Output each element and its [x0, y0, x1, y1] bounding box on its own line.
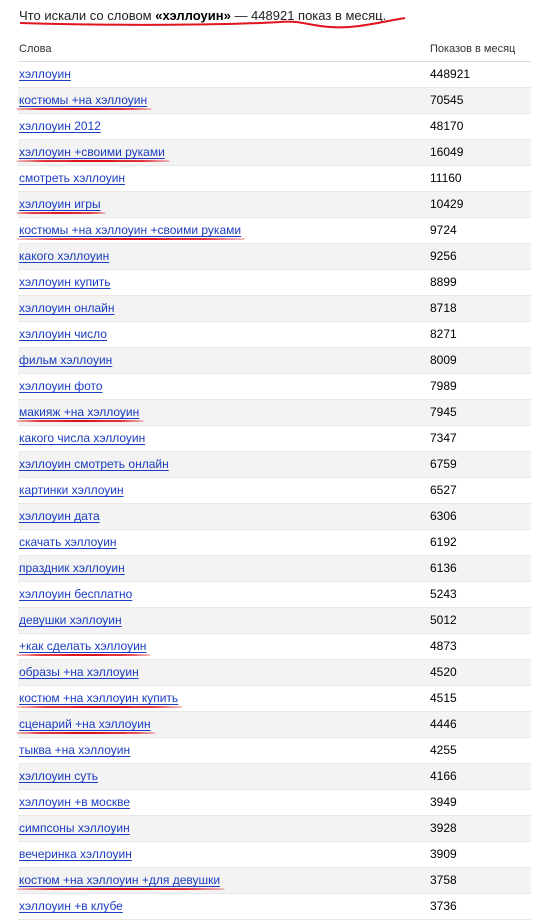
impression-count: 4520: [430, 665, 457, 679]
keyword-table: [18, 62, 531, 920]
impression-count: 4873: [430, 639, 457, 653]
impression-count: 448921: [430, 67, 471, 81]
table-row: [18, 530, 531, 556]
red-underline-mark: [16, 238, 246, 240]
table-row: [18, 504, 531, 530]
table-row: [18, 218, 531, 244]
page-title: [19, 8, 386, 23]
table-row: [18, 634, 531, 660]
keyword-link[interactable]: фильм хэллоуин: [19, 353, 113, 367]
red-underline-mark: [16, 888, 225, 890]
impression-count: 6527: [430, 483, 457, 497]
keyword-link[interactable]: хэллоуин +в клубе: [19, 899, 123, 913]
table-row: [18, 140, 531, 166]
keyword-link[interactable]: макияж +на хэллоуин: [19, 405, 140, 419]
red-underline-mark: [16, 732, 156, 734]
table-row: [18, 712, 531, 738]
keyword-link[interactable]: +как сделать хэллоуин: [19, 639, 147, 653]
table-row: [18, 608, 531, 634]
red-underline-mark: [16, 160, 170, 162]
table-row: [18, 452, 531, 478]
impression-count: 9256: [430, 249, 457, 263]
column-header-count: Показов в месяц: [430, 43, 516, 55]
table-row: [18, 582, 531, 608]
impression-count: 4446: [430, 717, 457, 731]
keyword-link[interactable]: хэллоуин онлайн: [19, 301, 115, 315]
impression-count: 5012: [430, 613, 457, 627]
impression-count: 7989: [430, 379, 457, 393]
table-row: [18, 764, 531, 790]
impression-count: 3758: [430, 873, 457, 887]
red-underline-mark: [16, 108, 152, 110]
red-underline-mark: [16, 654, 151, 656]
column-header-words: Слова: [19, 43, 52, 55]
keyword-link[interactable]: скачать хэллоуин: [19, 535, 117, 549]
table-row: [18, 348, 531, 374]
keyword-link[interactable]: хэллоуин дата: [19, 509, 100, 523]
keyword-link[interactable]: симпсоны хэллоуин: [19, 821, 130, 835]
table-row: [18, 842, 531, 868]
keyword-link[interactable]: какого числа хэллоуин: [19, 431, 146, 445]
red-underline-mark: [16, 420, 144, 422]
table-row: [18, 868, 531, 894]
keyword-link[interactable]: хэллоуин бесплатно: [19, 587, 133, 601]
impression-count: 8271: [430, 327, 457, 341]
keyword-link[interactable]: хэллоуин игры: [19, 197, 101, 211]
impression-count: 3736: [430, 899, 457, 913]
impression-count: 6136: [430, 561, 457, 575]
keyword-link[interactable]: смотреть хэллоуин: [19, 171, 126, 185]
impression-count: 4166: [430, 769, 457, 783]
impression-count: 3909: [430, 847, 457, 861]
keyword-link[interactable]: хэллоуин суть: [19, 769, 98, 783]
impression-count: 10429: [430, 197, 464, 211]
impression-count: 9724: [430, 223, 457, 237]
keyword-link[interactable]: хэллоуин 2012: [19, 119, 101, 133]
table-row: [18, 296, 531, 322]
impression-count: 3949: [430, 795, 457, 809]
keyword-link[interactable]: хэллоуин: [19, 67, 71, 81]
table-row: [18, 894, 531, 920]
keyword-link[interactable]: хэллоуин смотреть онлайн: [19, 457, 169, 471]
table-row: [18, 426, 531, 452]
table-row: [18, 400, 531, 426]
title-keyword: «хэллоуин»: [155, 8, 231, 23]
table-row: [18, 556, 531, 582]
keyword-link[interactable]: картинки хэллоуин: [19, 483, 124, 497]
table-row: [18, 660, 531, 686]
table-row: [18, 790, 531, 816]
keyword-link[interactable]: девушки хэллоуин: [19, 613, 122, 627]
title-suffix: — 448921 показ в месяц.: [234, 8, 387, 23]
table-row: [18, 686, 531, 712]
impression-count: 16049: [430, 145, 464, 159]
title-prefix: Что искали со словом: [19, 8, 152, 23]
table-row: [18, 62, 531, 88]
table-row: [18, 270, 531, 296]
table-row: [18, 114, 531, 140]
impression-count: 6306: [430, 509, 457, 523]
keyword-link[interactable]: костюм +на хэллоуин купить: [19, 691, 179, 705]
impression-count: 3928: [430, 821, 457, 835]
keyword-link[interactable]: праздник хэллоуин: [19, 561, 125, 575]
keyword-link[interactable]: хэллоуин +в москве: [19, 795, 131, 809]
table-row: [18, 192, 531, 218]
impression-count: 7945: [430, 405, 457, 419]
impression-count: 70545: [430, 93, 464, 107]
impression-count: 6192: [430, 535, 457, 549]
impression-count: 4515: [430, 691, 457, 705]
impression-count: 6759: [430, 457, 457, 471]
impression-count: 8718: [430, 301, 457, 315]
keyword-link[interactable]: костюмы +на хэллоуин +своими руками: [19, 223, 242, 237]
impression-count: 8899: [430, 275, 457, 289]
keyword-link[interactable]: хэллоуин число: [19, 327, 107, 341]
impression-count: 5243: [430, 587, 457, 601]
red-underline-mark: [16, 706, 183, 708]
impression-count: 8009: [430, 353, 457, 367]
impression-count: 4255: [430, 743, 457, 757]
keyword-link[interactable]: сценарий +на хэллоуин: [19, 717, 151, 731]
keyword-link[interactable]: хэллоуин фото: [19, 379, 103, 393]
keyword-link[interactable]: хэллоуин купить: [19, 275, 111, 289]
keyword-link[interactable]: какого хэллоуин: [19, 249, 110, 263]
keyword-link[interactable]: костюм +на хэллоуин +для девушки: [19, 873, 221, 887]
table-row: [18, 478, 531, 504]
table-row: [18, 816, 531, 842]
table-row: [18, 738, 531, 764]
red-underline-mark: [16, 212, 106, 214]
keyword-link[interactable]: костюмы +на хэллоуин: [19, 93, 148, 107]
table-row: [18, 166, 531, 192]
impression-count: 7347: [430, 431, 457, 445]
table-row: [18, 322, 531, 348]
keyword-link[interactable]: тыква +на хэллоуин: [19, 743, 131, 757]
table-row: [18, 374, 531, 400]
impression-count: 48170: [430, 119, 464, 133]
impression-count: 11160: [430, 171, 462, 185]
keyword-link[interactable]: образы +на хэллоуин: [19, 665, 139, 679]
table-row: [18, 88, 531, 114]
table-row: [18, 244, 531, 270]
keyword-link[interactable]: хэллоуин +своими руками: [19, 145, 165, 159]
keyword-link[interactable]: вечеринка хэллоуин: [19, 847, 132, 861]
